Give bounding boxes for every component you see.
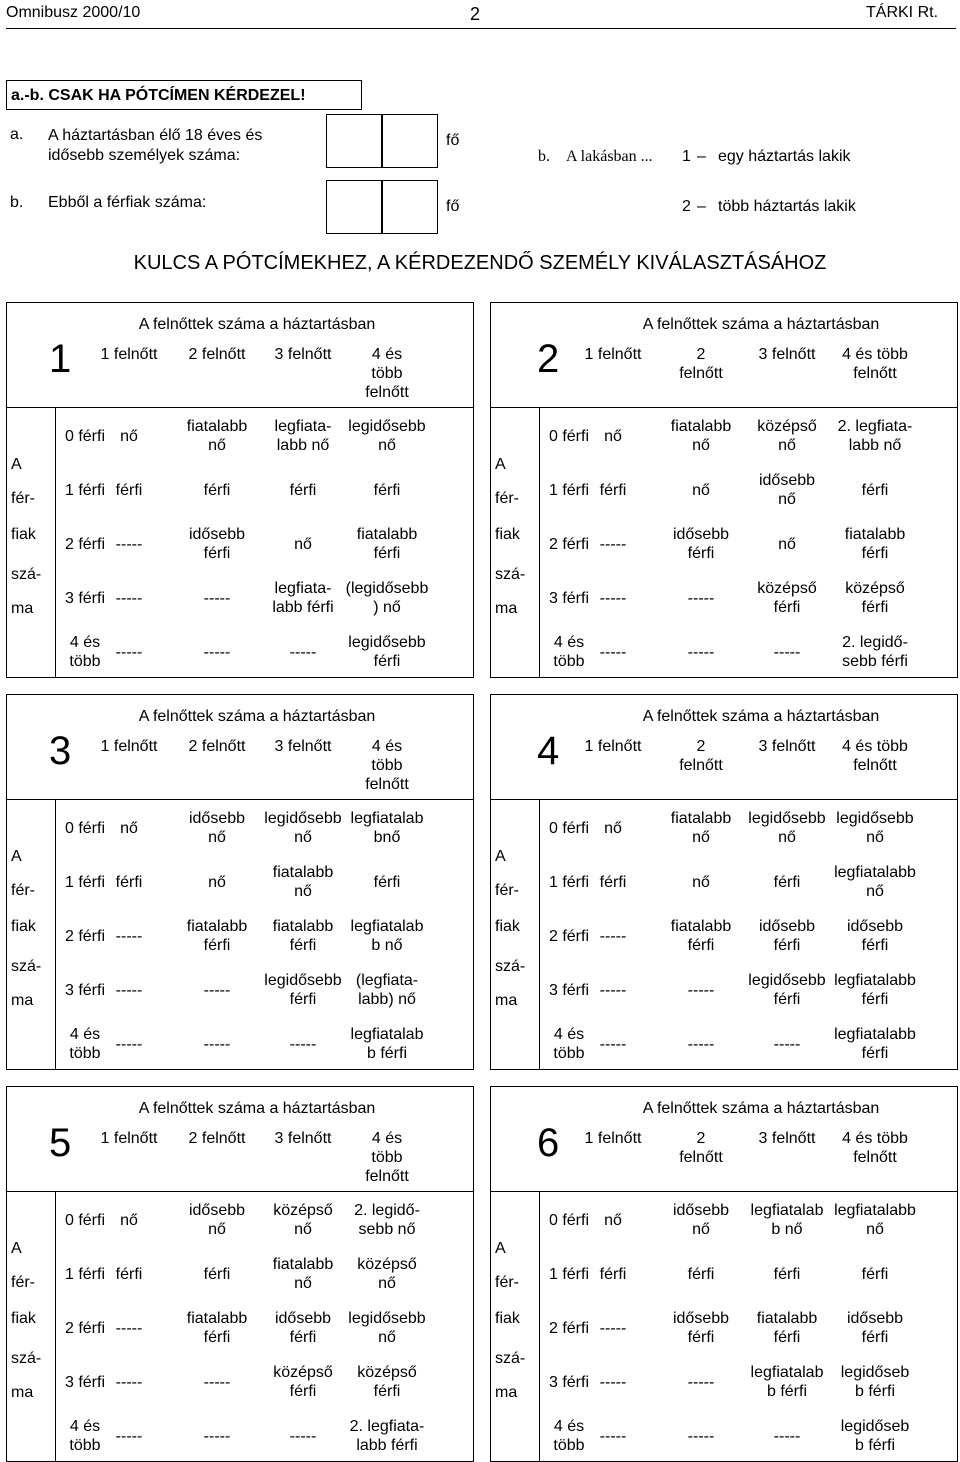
key-cell: idősebb férfi xyxy=(758,918,816,954)
column-header-2: 2 felnőtt xyxy=(679,1130,723,1166)
key-cell: férfi xyxy=(115,482,143,499)
key-cell: férfi xyxy=(599,874,627,891)
question-b-unit: fő xyxy=(446,198,460,215)
panel-header-divider xyxy=(491,799,957,800)
row-label: 3 férfi xyxy=(548,1374,589,1391)
question-bq-label: b. xyxy=(538,148,550,165)
key-cell: fiatalabb nő xyxy=(186,418,248,454)
column-header-4: 4 és több felnőtt xyxy=(365,738,409,793)
key-cell: legidőseb b férfi xyxy=(840,1418,910,1454)
key-cell: férfi xyxy=(773,874,801,891)
option-1-dash: – xyxy=(697,148,706,165)
key-cell: ----- xyxy=(773,1036,801,1053)
key-cell: ----- xyxy=(687,644,715,661)
key-cell: nő xyxy=(294,536,312,553)
row-label: 4 és több xyxy=(553,634,585,670)
answer-box-a-units[interactable] xyxy=(382,114,438,168)
label-column-divider xyxy=(55,407,56,677)
column-header-1: 1 felnőtt xyxy=(100,346,158,363)
key-panel-1 xyxy=(6,302,474,678)
key-cell: középső nő xyxy=(273,1202,333,1238)
key-cell: ----- xyxy=(289,1428,317,1445)
instruction-box: a.-b. CSAK HA PÓTCÍMEN KÉRDEZEL! xyxy=(6,80,362,110)
row-label: 3 férfi xyxy=(64,1374,105,1391)
key-cell: nő xyxy=(208,874,226,891)
side-label-part: fiak xyxy=(495,1310,520,1327)
key-cell: ----- xyxy=(289,1036,317,1053)
option-1-code[interactable]: 1 xyxy=(682,148,691,165)
key-cell: férfi xyxy=(773,1266,801,1283)
key-cell: fiatalabb férfi xyxy=(844,526,906,562)
key-cell: férfi xyxy=(599,482,627,499)
key-cell: férfi xyxy=(687,1266,715,1283)
row-label: 2 férfi xyxy=(64,1320,105,1337)
key-cell: nő xyxy=(120,820,138,837)
key-cell: ----- xyxy=(115,982,143,999)
key-cell: ----- xyxy=(599,928,627,945)
side-label-part: ma xyxy=(11,600,34,617)
row-label: 0 férfi xyxy=(64,820,105,837)
key-cell: férfi xyxy=(289,482,317,499)
key-cell: legfiatalabb nő xyxy=(834,1202,916,1238)
question-b-text: Ebből a férfiak száma: xyxy=(48,194,207,211)
column-header-3: 3 felnőtt xyxy=(758,738,816,755)
row-label: 4 és több xyxy=(69,1418,101,1454)
key-cell: ----- xyxy=(687,1374,715,1391)
key-cell: ----- xyxy=(115,590,143,607)
side-label-part: fér- xyxy=(11,882,35,899)
key-cell: ----- xyxy=(687,982,715,999)
key-cell: ----- xyxy=(115,928,143,945)
column-header-4: 4 és több felnőtt xyxy=(842,346,908,382)
key-cell: fiatalabb férfi xyxy=(670,918,732,954)
side-label-part: szá- xyxy=(495,1350,526,1367)
answer-box-a-tens[interactable] xyxy=(326,114,382,168)
answer-box-b-units[interactable] xyxy=(382,180,438,234)
key-cell: férfi xyxy=(115,1266,143,1283)
row-label: 4 és több xyxy=(553,1418,585,1454)
key-cell: középső férfi xyxy=(845,580,905,616)
column-header-2: 2 felnőtt xyxy=(679,346,723,382)
key-cell: férfi xyxy=(373,482,401,499)
row-label: 1 férfi xyxy=(548,1266,589,1283)
key-cell: ----- xyxy=(115,644,143,661)
question-a-unit: fő xyxy=(446,132,460,149)
label-column-divider xyxy=(539,1191,540,1461)
key-cell: középső férfi xyxy=(757,580,817,616)
row-label: 2 férfi xyxy=(64,536,105,553)
option-2-code[interactable]: 2 xyxy=(682,198,691,215)
key-cell: fiatalabb férfi xyxy=(356,526,418,562)
row-label: 1 férfi xyxy=(548,482,589,499)
key-cell: középső nő xyxy=(757,418,817,454)
column-header-1: 1 felnőtt xyxy=(100,738,158,755)
key-cell: legidősebb férfi xyxy=(348,634,426,670)
panel-number: 3 xyxy=(49,729,72,773)
side-label-part: ma xyxy=(495,1384,518,1401)
panel-number: 2 xyxy=(537,337,560,381)
column-header-1: 1 felnőtt xyxy=(584,346,642,363)
key-panel-3 xyxy=(6,694,474,1070)
key-cell: ----- xyxy=(599,982,627,999)
column-header-2: 2 felnőtt xyxy=(188,346,246,363)
panel-number: 5 xyxy=(49,1121,72,1165)
key-cell: nő xyxy=(778,536,796,553)
key-cell: legfiatalab b nő xyxy=(350,918,424,954)
key-cell: nő xyxy=(604,1212,622,1229)
key-cell: középső férfi xyxy=(273,1364,333,1400)
key-cell: ----- xyxy=(203,982,231,999)
key-cell: nő xyxy=(604,820,622,837)
key-cell: ----- xyxy=(115,1036,143,1053)
key-cell: nő xyxy=(692,874,710,891)
key-cell: legidősebb nő xyxy=(348,1310,426,1346)
panel-caption: A felnőttek száma a háztartásban xyxy=(138,316,376,333)
side-label-part: fér- xyxy=(495,490,519,507)
key-cell: ----- xyxy=(203,590,231,607)
question-a-letter: a. xyxy=(10,126,24,143)
key-cell: fiatalabb nő xyxy=(272,864,334,900)
side-label-part: ma xyxy=(495,992,518,1009)
key-cell: idősebb nő xyxy=(188,810,246,846)
column-header-4: 4 és több felnőtt xyxy=(842,1130,908,1166)
side-label-part: szá- xyxy=(495,566,526,583)
key-cell: legidőseb b férfi xyxy=(840,1364,910,1400)
key-cell: legfiatalab b férfi xyxy=(350,1026,424,1062)
panel-header-divider xyxy=(7,799,473,800)
key-cell: ----- xyxy=(289,644,317,661)
key-cell: férfi xyxy=(115,874,143,891)
row-label: 0 férfi xyxy=(548,1212,589,1229)
key-cell: férfi xyxy=(599,1266,627,1283)
column-header-4: 4 és több felnőtt xyxy=(365,1130,409,1185)
label-column-divider xyxy=(539,407,540,677)
option-2-text: több háztartás lakik xyxy=(718,198,856,215)
row-label: 1 férfi xyxy=(548,874,589,891)
panel-number: 4 xyxy=(537,729,560,773)
side-label-part: ma xyxy=(495,600,518,617)
side-label-part: fér- xyxy=(495,882,519,899)
key-cell: ----- xyxy=(599,1374,627,1391)
key-cell: ----- xyxy=(687,1428,715,1445)
question-a-line2: idősebb személyek száma: xyxy=(48,147,241,164)
key-cell: idősebb férfi xyxy=(274,1310,332,1346)
key-cell: ----- xyxy=(115,1428,143,1445)
key-cell: ----- xyxy=(599,536,627,553)
key-cell: ----- xyxy=(599,644,627,661)
column-header-1: 1 felnőtt xyxy=(584,738,642,755)
key-cell: ----- xyxy=(203,1428,231,1445)
key-cell: legidősebb nő xyxy=(264,810,342,846)
key-cell: nő xyxy=(120,1212,138,1229)
panel-caption: A felnőttek száma a háztartásban xyxy=(642,316,880,333)
key-cell: idősebb nő xyxy=(672,1202,730,1238)
column-header-3: 3 felnőtt xyxy=(758,1130,816,1147)
question-bq-text: A lakásban ... xyxy=(566,148,653,165)
key-cell: nő xyxy=(604,428,622,445)
row-label: 0 férfi xyxy=(64,1212,105,1229)
key-cell: (legfiata- labb) nő xyxy=(355,972,419,1008)
side-label-part: fér- xyxy=(11,490,35,507)
key-cell: férfi xyxy=(861,482,889,499)
column-header-3: 3 felnőtt xyxy=(758,346,816,363)
key-cell: legidősebb nő xyxy=(836,810,914,846)
panel-header-divider xyxy=(7,407,473,408)
side-label-part: szá- xyxy=(495,958,526,975)
panel-header-divider xyxy=(491,1191,957,1192)
row-label: 0 férfi xyxy=(548,820,589,837)
row-label: 0 férfi xyxy=(548,428,589,445)
key-cell: 2. legfiata- labb nő xyxy=(837,418,913,454)
key-cell: legfiatalab b nő xyxy=(750,1202,824,1238)
key-cell: legfiatalabb nő xyxy=(834,864,916,900)
side-label-part: A xyxy=(11,1240,22,1257)
side-label-part: szá- xyxy=(11,566,42,583)
key-cell: fiatalabb férfi xyxy=(756,1310,818,1346)
key-cell: fiatalabb férfi xyxy=(186,1310,248,1346)
key-cell: ----- xyxy=(773,1428,801,1445)
key-cell: ----- xyxy=(203,1036,231,1053)
option-2-dash: – xyxy=(697,198,706,215)
row-label: 1 férfi xyxy=(64,482,105,499)
side-label-part: A xyxy=(495,456,506,473)
column-header-1: 1 felnőtt xyxy=(584,1130,642,1147)
key-cell: idősebb férfi xyxy=(846,918,904,954)
label-column-divider xyxy=(539,799,540,1069)
key-cell: fiatalabb nő xyxy=(670,418,732,454)
page-number: 2 xyxy=(470,4,481,24)
column-header-3: 3 felnőtt xyxy=(274,738,332,755)
side-label-part: fiak xyxy=(11,918,36,935)
key-cell: ----- xyxy=(687,590,715,607)
side-label-part: fiak xyxy=(495,918,520,935)
row-label: 3 férfi xyxy=(548,590,589,607)
question-a-text xyxy=(48,126,262,166)
key-cell: legidősebb férfi xyxy=(748,972,826,1008)
key-cell: ----- xyxy=(599,590,627,607)
row-label: 4 és több xyxy=(553,1026,585,1062)
row-label: 3 férfi xyxy=(64,982,105,999)
key-panel-6 xyxy=(490,1086,958,1462)
header-divider xyxy=(6,28,956,29)
column-header-3: 3 felnőtt xyxy=(274,346,332,363)
row-label: 1 férfi xyxy=(64,874,105,891)
key-cell: ----- xyxy=(115,1320,143,1337)
column-header-2: 2 felnőtt xyxy=(188,738,246,755)
panel-caption: A felnőttek száma a háztartásban xyxy=(138,708,376,725)
question-b-letter: b. xyxy=(10,194,24,211)
key-cell: fiatalabb férfi xyxy=(186,918,248,954)
key-cell: 2. legidő- sebb férfi xyxy=(842,634,908,670)
key-cell: ----- xyxy=(599,1036,627,1053)
key-cell: legidősebb nő xyxy=(748,810,826,846)
key-cell: 2. legfiata- labb férfi xyxy=(349,1418,425,1454)
key-cell: idősebb nő xyxy=(188,1202,246,1238)
row-label: 2 férfi xyxy=(64,928,105,945)
key-cell: középső nő xyxy=(357,1256,417,1292)
panel-caption: A felnőttek száma a háztartásban xyxy=(642,708,880,725)
panel-caption: A felnőttek száma a háztartásban xyxy=(642,1100,880,1117)
side-label-part: ma xyxy=(11,1384,34,1401)
key-cell: ----- xyxy=(599,1428,627,1445)
side-label-part: szá- xyxy=(11,958,42,975)
question-a-line1: A háztartásban élő 18 éves és xyxy=(48,127,263,144)
row-label: 4 és több xyxy=(69,634,101,670)
row-label: 3 férfi xyxy=(548,982,589,999)
key-cell: legfiatalab b férfi xyxy=(750,1364,824,1400)
side-label-part: A xyxy=(495,1240,506,1257)
key-cell: 2. legidő- sebb nő xyxy=(354,1202,420,1238)
key-cell: ----- xyxy=(203,1374,231,1391)
side-label-part: fér- xyxy=(495,1274,519,1291)
key-cell: legfiata- labb nő xyxy=(274,418,332,454)
key-cell: ----- xyxy=(599,1320,627,1337)
key-cell: idősebb férfi xyxy=(188,526,246,562)
key-cell: ----- xyxy=(687,1036,715,1053)
header-left: Omnibusz 2000/10 xyxy=(6,4,141,21)
row-label: 2 férfi xyxy=(548,536,589,553)
key-cell: fiatalabb nő xyxy=(272,1256,334,1292)
label-column-divider xyxy=(55,1191,56,1461)
row-label: 1 férfi xyxy=(64,1266,105,1283)
key-cell: férfi xyxy=(373,874,401,891)
row-label: 4 és több xyxy=(69,1026,101,1062)
panel-header-divider xyxy=(7,1191,473,1192)
key-cell: fiatalabb férfi xyxy=(272,918,334,954)
key-cell: legfiatalab bnő xyxy=(350,810,424,846)
key-cell: (legidősebb ) nő xyxy=(345,580,429,616)
key-cell: legfiatalabb férfi xyxy=(834,1026,916,1062)
column-header-4: 4 és több felnőtt xyxy=(842,738,908,774)
column-header-3: 3 felnőtt xyxy=(274,1130,332,1147)
answer-box-b-tens[interactable] xyxy=(326,180,382,234)
panel-caption: A felnőttek száma a háztartásban xyxy=(138,1100,376,1117)
key-cell: legfiatalabb férfi xyxy=(834,972,916,1008)
column-header-4: 4 és több felnőtt xyxy=(365,346,409,401)
label-column-divider xyxy=(55,799,56,1069)
row-label: 2 férfi xyxy=(548,1320,589,1337)
key-panel-4 xyxy=(490,694,958,1070)
key-cell: nő xyxy=(120,428,138,445)
row-label: 2 férfi xyxy=(548,928,589,945)
side-label-part: fiak xyxy=(495,526,520,543)
side-label-part: szá- xyxy=(11,1350,42,1367)
side-label-part: A xyxy=(11,456,22,473)
key-cell: legfiata- labb férfi xyxy=(272,580,334,616)
key-cell: legidősebb férfi xyxy=(264,972,342,1008)
key-cell: férfi xyxy=(203,1266,231,1283)
column-header-2: 2 felnőtt xyxy=(679,738,723,774)
side-label-part: A xyxy=(11,848,22,865)
key-cell: fiatalabb nő xyxy=(670,810,732,846)
row-label: 3 férfi xyxy=(64,590,105,607)
option-1-text: egy háztartás lakik xyxy=(718,148,851,165)
key-cell: férfi xyxy=(203,482,231,499)
header-right: TÁRKI Rt. xyxy=(866,4,939,21)
key-title: KULCS A PÓTCÍMEKHEZ, A KÉRDEZENDŐ SZEMÉLY KIVÁLASZTÁSÁHOZ xyxy=(133,252,827,274)
side-label-part: ma xyxy=(11,992,34,1009)
side-label-part: fér- xyxy=(11,1274,35,1291)
key-cell: ----- xyxy=(115,536,143,553)
key-cell: ----- xyxy=(203,644,231,661)
key-cell: ----- xyxy=(773,644,801,661)
key-panel-2 xyxy=(490,302,958,678)
key-cell: nő xyxy=(692,482,710,499)
key-cell: legidősebb nő xyxy=(348,418,426,454)
key-cell: ----- xyxy=(115,1374,143,1391)
key-panel-5 xyxy=(6,1086,474,1462)
key-cell: idősebb férfi xyxy=(846,1310,904,1346)
panel-number: 6 xyxy=(537,1121,560,1165)
panel-header-divider xyxy=(491,407,957,408)
key-cell: idősebb férfi xyxy=(672,1310,730,1346)
column-header-1: 1 felnőtt xyxy=(100,1130,158,1147)
side-label-part: fiak xyxy=(11,1310,36,1327)
key-cell: középső férfi xyxy=(357,1364,417,1400)
key-cell: idősebb férfi xyxy=(672,526,730,562)
key-cell: férfi xyxy=(861,1266,889,1283)
row-label: 0 férfi xyxy=(64,428,105,445)
panel-number: 1 xyxy=(49,337,72,381)
key-cell: idősebb nő xyxy=(758,472,816,508)
column-header-2: 2 felnőtt xyxy=(188,1130,246,1147)
side-label-part: A xyxy=(495,848,506,865)
side-label-part: fiak xyxy=(11,526,36,543)
